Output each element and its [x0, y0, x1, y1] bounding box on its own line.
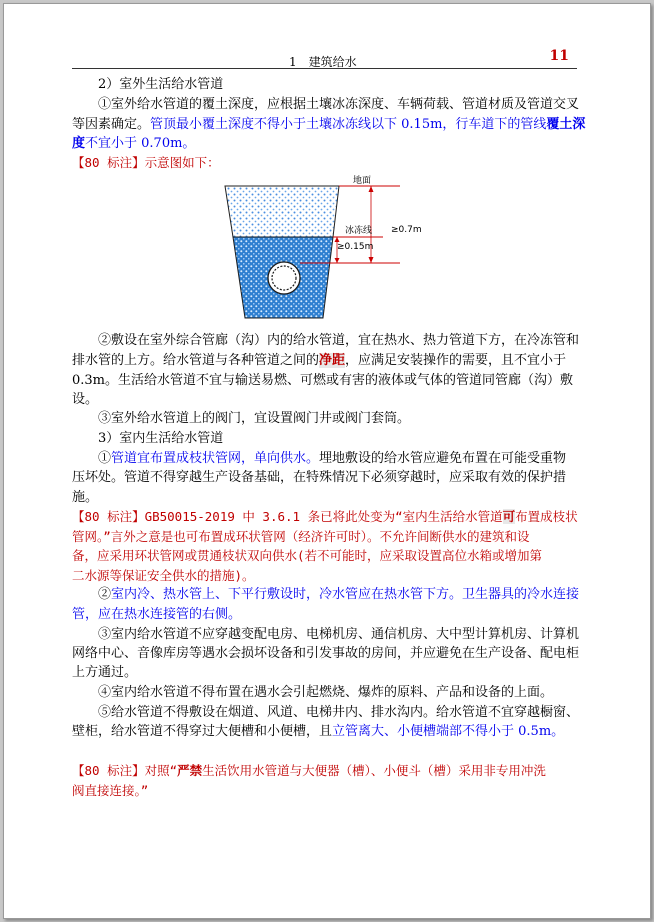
- highlight-text: 管顶最小覆土深度不得小于土壤冰冻线以下 0.15m，行车道下的管线: [150, 117, 547, 132]
- text-span: 埋地敷设的给水管应避免布置在可能受重物: [319, 451, 567, 466]
- annotation-note: [72, 154, 582, 172]
- paragraph-line: [98, 586, 608, 604]
- annotation-note: 管网。”言外之意是也可布置成环状管网（经济许可时）。不允许间断供水的建筑和设: [72, 529, 530, 544]
- paragraph-line: ①室外给水管道的覆土深度，应根据土壤冰冻深度、车辆荷载、管道材质及管道交叉: [98, 97, 580, 112]
- annotation-note: 备，应采用环状管网或贯通枝状双向供水(若不可能时，应采取设置高位水箱或增加第: [72, 548, 543, 563]
- text-span: 等因素确定。: [72, 117, 151, 132]
- page-number: 11: [549, 48, 569, 64]
- paragraph-line: 网络中心、音像库房等遇水会损坏设备和引发事故的房间，并应避免在生产设备、配电柜: [72, 646, 580, 661]
- emphasis-text: 严禁: [177, 763, 203, 778]
- paragraph-line: 管，应在热水连接管的右侧。: [72, 607, 242, 622]
- annotation-note: 阀直接连接。”: [72, 783, 149, 798]
- dim-label-07: ≥0.7m: [391, 225, 422, 235]
- paragraph-line: [98, 450, 608, 468]
- paragraph-line: 施。: [72, 490, 99, 505]
- text-span: ①: [98, 451, 112, 466]
- text-span: ②: [98, 587, 112, 602]
- paragraph-line: [72, 116, 586, 134]
- trench-top-layer: [225, 186, 339, 237]
- paragraph-line: ③室内给水管道不应穿越变配电房、电梯机房、通信机房、大中型计算机房、计算机: [98, 627, 580, 642]
- highlight-text: 不宜小于 0.70m。: [85, 136, 196, 151]
- paragraph-line: [72, 135, 582, 153]
- note-text: 【80 标注】GB50015-2019 中 3.6.1 条已将此处变为“室内生活给水管道: [72, 509, 503, 524]
- dim-label-015: ≥0.15m: [337, 242, 374, 252]
- paragraph-line: 设。: [72, 392, 99, 407]
- highlight-text: 管道宜布置成枝状管网，单向供水。: [111, 451, 320, 466]
- note-text: 【80 标注】对照“: [72, 763, 178, 778]
- note-tag: 【80 标注】: [72, 155, 145, 170]
- paragraph-line: ⑤给水管道不得敷设在烟道、风道、电梯井内、排水沟内。给水管道不宜穿越橱窗、: [98, 705, 580, 720]
- note-text: 生活饮用水管道与大便器（槽）、小便斗（槽）采用非专用冲洗: [202, 763, 546, 778]
- paragraph-line: 0.3m。生活给水管道不宜与输送易燃、可燃或有害的液体或气体的管道同管廊（沟）敷: [72, 373, 574, 388]
- text-span: 壁柜，给水管道不得穿过大便槽和小便槽，且: [72, 724, 333, 739]
- paragraph-line: [72, 723, 582, 741]
- annotation-note: 二水源等保证安全供水的措施)。: [72, 568, 255, 583]
- annotation-note: [72, 762, 582, 780]
- note-text: 示意图如下：: [144, 155, 220, 170]
- emphasis-text: 净距: [319, 353, 346, 368]
- frost-line-label: 冰冻线: [345, 226, 373, 236]
- paragraph-line: ③室外给水管道上的阀门，宜设置阀门井或阀门套筒。: [98, 411, 411, 426]
- pipe-burial-diagram: [215, 175, 440, 335]
- highlight-text: 立管离大、小便槽端部不得小于 0.5m。: [332, 724, 565, 739]
- paragraph-line: [72, 352, 582, 370]
- bold-highlight-text: 覆土深: [546, 117, 586, 132]
- highlight-text: 室内冷、热水管上、下平行敷设时，冷水管应在热水管下方。卫生器具的冷水连接: [111, 587, 580, 602]
- paragraph-line: 上方通过。: [72, 665, 138, 680]
- text-span: ，应满足安装操作的需要，且不宜小于: [345, 353, 567, 368]
- paragraph-line: ④室内给水管道不得布置在遇水会引起燃烧、爆炸的原料、产品和设备的上面。: [98, 685, 554, 700]
- ground-label: 地面: [353, 176, 372, 186]
- section-heading-indoor: 3）室内生活给水管道: [98, 431, 224, 446]
- bold-highlight-text: 度: [72, 136, 86, 151]
- text-span: 排水管的上方。给水管道与各种管道之间的: [72, 353, 320, 368]
- note-text: 布置成枝状: [515, 509, 578, 524]
- header-title: 1 建筑给水: [289, 55, 357, 69]
- page-header: [72, 48, 577, 69]
- section-heading-outdoor: 2）室外生活给水管道: [98, 77, 224, 92]
- annotation-note: [72, 508, 582, 526]
- emphasis-text: 可: [502, 509, 516, 524]
- paragraph-line: 压坏处。管道不得穿越生产设备基础，在特殊情况下必须穿越时，应采取有效的保护措: [72, 470, 567, 485]
- paragraph-line: ②敷设在室外综合管廊（沟）内的给水管道，宜在热水、热力管道下方，在冷冻管和: [98, 333, 580, 348]
